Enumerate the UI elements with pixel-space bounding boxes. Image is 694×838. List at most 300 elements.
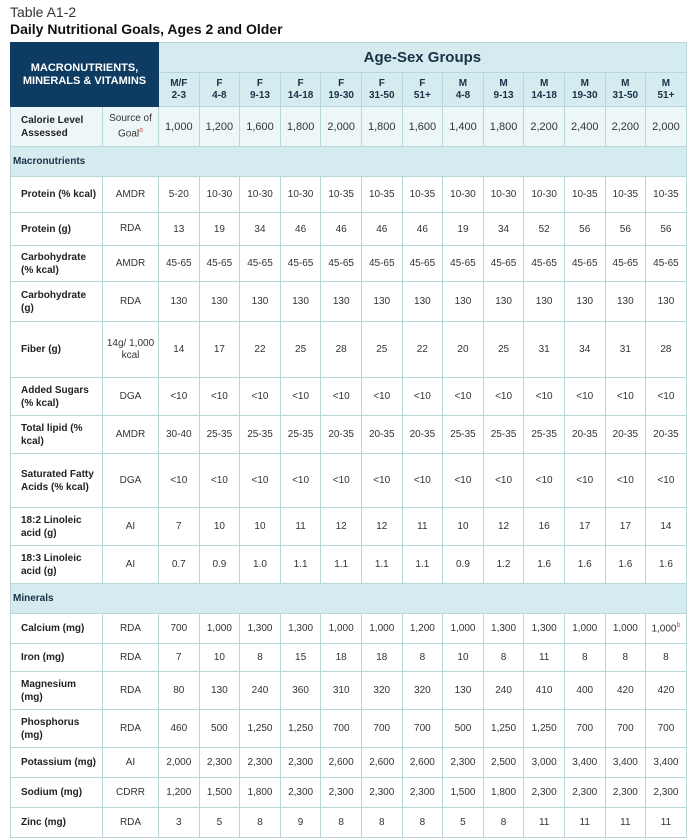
group-column-header [361, 73, 402, 107]
value-cell: 3,400 [564, 748, 605, 778]
value-cell: 45-65 [646, 246, 687, 282]
group-sex: M [499, 77, 508, 89]
value-cell: 5 [443, 808, 484, 838]
row-label: Phosphorus (mg) [11, 710, 103, 748]
value-cell: 16 [524, 508, 565, 546]
group-age: 9-13 [249, 89, 270, 101]
source-cell: AI [103, 546, 159, 584]
value-cell: 1,800 [280, 107, 321, 147]
value-cell: 1.6 [646, 546, 687, 584]
value-cell: <10 [443, 378, 484, 416]
value-cell: <10 [402, 454, 443, 508]
value-cell: 0.9 [199, 546, 240, 584]
source-cell: RDA [103, 614, 159, 644]
group-column-header [159, 73, 200, 107]
table-row [11, 246, 687, 282]
value-cell: 240 [483, 672, 524, 710]
value-cell: <10 [646, 454, 687, 508]
group-column-header [605, 73, 646, 107]
table-row [11, 378, 687, 416]
value-cell: 130 [402, 282, 443, 322]
group-age: 51+ [413, 89, 431, 101]
value-cell: <10 [240, 454, 281, 508]
value-cell: 22 [402, 322, 443, 378]
group-sex: M [458, 77, 468, 89]
value-cell: 17 [605, 508, 646, 546]
value-cell: 46 [321, 213, 362, 246]
section-title: Macronutrients [11, 147, 687, 177]
value-cell: 130 [321, 282, 362, 322]
value-cell: 45-65 [402, 246, 443, 282]
value-cell: 320 [361, 672, 402, 710]
footnote-marker: b [676, 622, 681, 630]
value-cell: 56 [605, 213, 646, 246]
value-cell: 20-35 [402, 416, 443, 454]
value-cell: 1.1 [361, 546, 402, 584]
value-cell: 1,000 [564, 614, 605, 644]
value-cell: 700 [605, 710, 646, 748]
value-cell: 2,300 [524, 778, 565, 808]
value-cell: 8 [402, 644, 443, 672]
value-cell: <10 [321, 378, 362, 416]
value-cell: 1,500 [443, 778, 484, 808]
value-cell: 1,200 [402, 614, 443, 644]
value-cell: 700 [321, 710, 362, 748]
value-cell: <10 [564, 378, 605, 416]
group-age: 31-50 [612, 89, 639, 101]
value-cell: 2,300 [240, 748, 281, 778]
value-cell: 1,200 [159, 778, 200, 808]
value-cell: 700 [159, 614, 200, 644]
value-cell: 11 [605, 808, 646, 838]
value-cell: 700 [646, 710, 687, 748]
value-cell: <10 [199, 454, 240, 508]
value-cell: 1,000 [605, 614, 646, 644]
table-row [11, 322, 687, 378]
source-cell: RDA [103, 282, 159, 322]
value-cell: 45-65 [321, 246, 362, 282]
table-row [11, 177, 687, 213]
table-row [11, 416, 687, 454]
value-cell: 0.7 [159, 546, 200, 584]
value-cell: 9 [280, 808, 321, 838]
nutrition-table [10, 42, 687, 838]
group-column-header [321, 73, 362, 107]
table-row [11, 748, 687, 778]
value-cell: 2,000 [321, 107, 362, 147]
value-cell: 11 [280, 508, 321, 546]
value-cell: 2,300 [361, 778, 402, 808]
group-sex: F [378, 77, 385, 89]
source-cell: RDA [103, 213, 159, 246]
value-cell: 2,400 [564, 107, 605, 147]
corner-label [11, 43, 159, 107]
value-cell: 1,800 [483, 778, 524, 808]
value-cell: 410 [524, 672, 565, 710]
value-cell: 10-30 [280, 177, 321, 213]
value-cell: 0.9 [443, 546, 484, 584]
value-cell: 8 [605, 644, 646, 672]
value-cell: <10 [605, 378, 646, 416]
value-cell: 1.0 [240, 546, 281, 584]
corner-label-line2: MINERALS & VITAMINS [22, 74, 147, 87]
value-cell: 700 [564, 710, 605, 748]
value-cell: 1,250 [240, 710, 281, 748]
section-header [11, 147, 687, 177]
value-cell: 240 [240, 672, 281, 710]
value-cell: <10 [199, 378, 240, 416]
value-cell: 130 [483, 282, 524, 322]
value-cell: 10-30 [524, 177, 565, 213]
value-cell: 700 [402, 710, 443, 748]
value-cell: 8 [240, 808, 281, 838]
source-cell: DGA [103, 454, 159, 508]
value-cell: 8 [646, 644, 687, 672]
value-cell: <10 [280, 378, 321, 416]
group-age: 19-30 [328, 89, 354, 101]
value-cell: 2,600 [402, 748, 443, 778]
row-label: Potassium (mg) [11, 748, 103, 778]
value-cell: 1,250 [280, 710, 321, 748]
row-label: Fiber (g) [11, 322, 103, 378]
row-label: Calcium (mg) [11, 614, 103, 644]
value-cell: 12 [483, 508, 524, 546]
value-cell: 7 [159, 508, 200, 546]
value-cell: 2,300 [280, 778, 321, 808]
value-cell: 25-35 [443, 416, 484, 454]
group-column-header [443, 73, 484, 107]
group-sex: F [256, 77, 264, 89]
value-cell: 1.1 [402, 546, 443, 584]
section-header [11, 584, 687, 614]
value-cell: 10-35 [402, 177, 443, 213]
value-cell: 1,300 [483, 614, 524, 644]
value-cell: 130 [443, 282, 484, 322]
value-cell: 2,000 [159, 748, 200, 778]
value-cell: 25 [280, 322, 321, 378]
value-cell: 22 [240, 322, 281, 378]
group-column-header [280, 73, 321, 107]
source-cell: AI [103, 748, 159, 778]
row-label: Protein (% kcal) [11, 177, 103, 213]
value-cell: 18 [361, 644, 402, 672]
group-age: 31-50 [368, 89, 395, 101]
value-cell: 8 [564, 644, 605, 672]
value-cell: 500 [199, 710, 240, 748]
value-cell: 45-65 [443, 246, 484, 282]
value-cell: 8 [321, 808, 362, 838]
group-age: 9-13 [493, 89, 514, 101]
value-cell: <10 [280, 454, 321, 508]
value-cell: 10-35 [564, 177, 605, 213]
table-row [11, 710, 687, 748]
value-cell: 46 [361, 213, 402, 246]
source-header: Source of Goal$^a$ [103, 107, 159, 147]
value-cell: 1,250 [524, 710, 565, 748]
group-age: 4-8 [212, 89, 227, 101]
value-cell: <10 [402, 378, 443, 416]
row-label: Sodium (mg) [11, 778, 103, 808]
corner-label-line1: MACRONUTRIENTS, [30, 61, 139, 74]
table-row [11, 778, 687, 808]
row-label: Carbohydrate (g) [11, 282, 103, 322]
value-cell: 360 [280, 672, 321, 710]
footnote-marker: a [139, 126, 144, 134]
value-cell: 15 [280, 644, 321, 672]
value-cell: 1.6 [564, 546, 605, 584]
value-cell: 1,300 [524, 614, 565, 644]
value-cell: 30-40 [159, 416, 200, 454]
value-cell: 8 [483, 644, 524, 672]
value-cell: 10-35 [646, 177, 687, 213]
value-cell: 10-30 [240, 177, 281, 213]
source-cell: AMDR [103, 246, 159, 282]
value-cell: 1.6 [524, 546, 565, 584]
value-cell: 11 [524, 808, 565, 838]
group-column-header [524, 73, 565, 107]
value-cell: 34 [483, 213, 524, 246]
value-cell: 25-35 [199, 416, 240, 454]
value-cell: <10 [646, 378, 687, 416]
value-cell: 1,000 [443, 614, 484, 644]
value-cell: 130 [240, 282, 281, 322]
group-column-header [240, 73, 281, 107]
value-cell: <10 [159, 378, 200, 416]
group-sex: M [580, 77, 589, 89]
value-cell: 11 [564, 808, 605, 838]
group-header: Age-Sex Groups [159, 43, 687, 73]
value-cell: 12 [361, 508, 402, 546]
value-cell: <10 [443, 454, 484, 508]
row-label: Protein (g) [11, 213, 103, 246]
value-cell: 5 [199, 808, 240, 838]
value-cell: 130 [443, 672, 484, 710]
section-title: Minerals [11, 584, 687, 614]
group-column-header [564, 73, 605, 107]
group-age: 19-30 [571, 89, 598, 101]
value-cell: 8 [483, 808, 524, 838]
value-cell: 1,000 [199, 614, 240, 644]
group-sex: M/F [170, 77, 188, 89]
value-cell: 25-35 [240, 416, 281, 454]
group-column-header [483, 73, 524, 107]
value-cell: 2,300 [402, 778, 443, 808]
group-column-header [402, 73, 443, 107]
table-id: Table A1-2 [10, 4, 77, 20]
row-label: Saturated Fatty Acids (% kcal) [11, 454, 103, 508]
value-cell: <10 [524, 378, 565, 416]
value-cell: 11 [402, 508, 443, 546]
value-cell: 20-35 [564, 416, 605, 454]
value-cell: 2,300 [321, 778, 362, 808]
source-cell: DGA [103, 378, 159, 416]
value-cell: 14 [159, 322, 200, 378]
value-cell: 31 [605, 322, 646, 378]
value-cell: 11 [524, 644, 565, 672]
value-cell: <10 [321, 454, 362, 508]
group-sex: F [419, 77, 426, 89]
value-cell: 2,300 [605, 778, 646, 808]
value-cell: 8 [361, 808, 402, 838]
value-cell: 19 [199, 213, 240, 246]
value-cell: 130 [361, 282, 402, 322]
value-cell: 700 [361, 710, 402, 748]
table-row [11, 213, 687, 246]
table-row [11, 672, 687, 710]
value-cell: 10 [443, 644, 484, 672]
value-cell: 1,800 [361, 107, 402, 147]
value-cell: 3,400 [646, 748, 687, 778]
value-cell: 2,300 [646, 778, 687, 808]
value-cell: 25-35 [483, 416, 524, 454]
group-sex: F [216, 77, 223, 89]
value-cell: 20 [443, 322, 484, 378]
value-cell: 20-35 [321, 416, 362, 454]
table-row [11, 454, 687, 508]
group-sex: F [297, 77, 304, 89]
value-cell: 2,600 [361, 748, 402, 778]
value-cell: 1,800 [483, 107, 524, 147]
value-cell: <10 [483, 378, 524, 416]
value-cell: 130 [199, 672, 240, 710]
value-cell: 25-35 [280, 416, 321, 454]
value-cell: 130 [159, 282, 200, 322]
group-age: 14-18 [531, 89, 557, 101]
value-cell: <10 [361, 378, 402, 416]
value-cell: 45-65 [564, 246, 605, 282]
source-cell: RDA [103, 710, 159, 748]
value-cell: 1.1 [321, 546, 362, 584]
table-row [11, 644, 687, 672]
table-row [11, 546, 687, 584]
value-cell: 11 [646, 808, 687, 838]
source-cell: RDA [103, 808, 159, 838]
value-cell: 1,400 [443, 107, 484, 147]
value-cell: 20-35 [605, 416, 646, 454]
value-cell: 130 [564, 282, 605, 322]
value-cell: 1,300 [240, 614, 281, 644]
table-title: Daily Nutritional Goals, Ages 2 and Older [10, 21, 283, 37]
row-label: Zinc (mg) [11, 808, 103, 838]
value-cell: 45-65 [199, 246, 240, 282]
source-cell: AI [103, 508, 159, 546]
value-cell: 34 [564, 322, 605, 378]
table-row [11, 282, 687, 322]
value-cell: 2,300 [564, 778, 605, 808]
calorie-row [11, 107, 687, 147]
value-cell: <10 [240, 378, 281, 416]
value-cell: 460 [159, 710, 200, 748]
value-cell: 1,800 [240, 778, 281, 808]
value-cell: 10-35 [361, 177, 402, 213]
value-cell: 1,500 [199, 778, 240, 808]
group-column-header [199, 73, 240, 107]
value-cell: 1,000 [321, 614, 362, 644]
group-sex: M [539, 77, 549, 89]
value-cell: <10 [524, 454, 565, 508]
value-cell: 18 [321, 644, 362, 672]
value-cell: 31 [524, 322, 565, 378]
row-label: Calorie Level Assessed [11, 107, 103, 147]
value-cell: 46 [402, 213, 443, 246]
value-cell: 130 [646, 282, 687, 322]
value-cell: 2,000 [646, 107, 687, 147]
value-cell: 25 [361, 322, 402, 378]
value-cell: 10-35 [321, 177, 362, 213]
value-cell: 2,300 [280, 748, 321, 778]
value-cell: 7 [159, 644, 200, 672]
value-cell: 45-65 [524, 246, 565, 282]
source-cell: AMDR [103, 416, 159, 454]
value-cell: 80 [159, 672, 200, 710]
value-cell: 2,600 [321, 748, 362, 778]
value-cell: 1.1 [280, 546, 321, 584]
value-cell: 1,250 [483, 710, 524, 748]
value-cell: 28 [321, 322, 362, 378]
value-cell: 45-65 [240, 246, 281, 282]
value-cell: 3 [159, 808, 200, 838]
value-cell: 1,000$^b$ [646, 614, 687, 644]
value-cell: 2,300 [443, 748, 484, 778]
value-cell: 17 [564, 508, 605, 546]
source-cell: CDRR [103, 778, 159, 808]
source-cell: 14g/ 1,000 kcal [103, 322, 159, 378]
value-cell: 2,200 [605, 107, 646, 147]
value-cell: 10-35 [605, 177, 646, 213]
row-label: Total lipid (% kcal) [11, 416, 103, 454]
value-cell: 17 [199, 322, 240, 378]
group-age: 2-3 [171, 89, 187, 101]
value-cell: 46 [280, 213, 321, 246]
value-cell: 14 [646, 508, 687, 546]
value-cell: 420 [646, 672, 687, 710]
value-cell: 25 [483, 322, 524, 378]
value-cell: 310 [321, 672, 362, 710]
value-cell: 1,000 [361, 614, 402, 644]
value-cell: 400 [564, 672, 605, 710]
value-cell: 10 [199, 508, 240, 546]
value-cell: 52 [524, 213, 565, 246]
value-cell: 19 [443, 213, 484, 246]
value-cell: 130 [280, 282, 321, 322]
value-cell: 320 [402, 672, 443, 710]
table-row [11, 808, 687, 838]
group-sex: M [621, 77, 630, 89]
value-cell: 20-35 [361, 416, 402, 454]
value-cell: 45-65 [159, 246, 200, 282]
value-cell: 1.6 [605, 546, 646, 584]
group-age: 4-8 [455, 89, 471, 101]
value-cell: 13 [159, 213, 200, 246]
value-cell: 45-65 [361, 246, 402, 282]
value-cell: 420 [605, 672, 646, 710]
value-cell: 2,300 [199, 748, 240, 778]
value-cell: 10-30 [443, 177, 484, 213]
source-cell: RDA [103, 672, 159, 710]
value-cell: 45-65 [605, 246, 646, 282]
group-age: 51+ [657, 89, 675, 101]
value-cell: 10-30 [199, 177, 240, 213]
value-cell: <10 [564, 454, 605, 508]
value-cell: 1,000 [159, 107, 200, 147]
value-cell: 12 [321, 508, 362, 546]
value-cell: 1.2 [483, 546, 524, 584]
value-cell: 28 [646, 322, 687, 378]
value-cell: 10 [199, 644, 240, 672]
table-row [11, 508, 687, 546]
value-cell: 56 [564, 213, 605, 246]
group-age: 14-18 [287, 89, 314, 101]
